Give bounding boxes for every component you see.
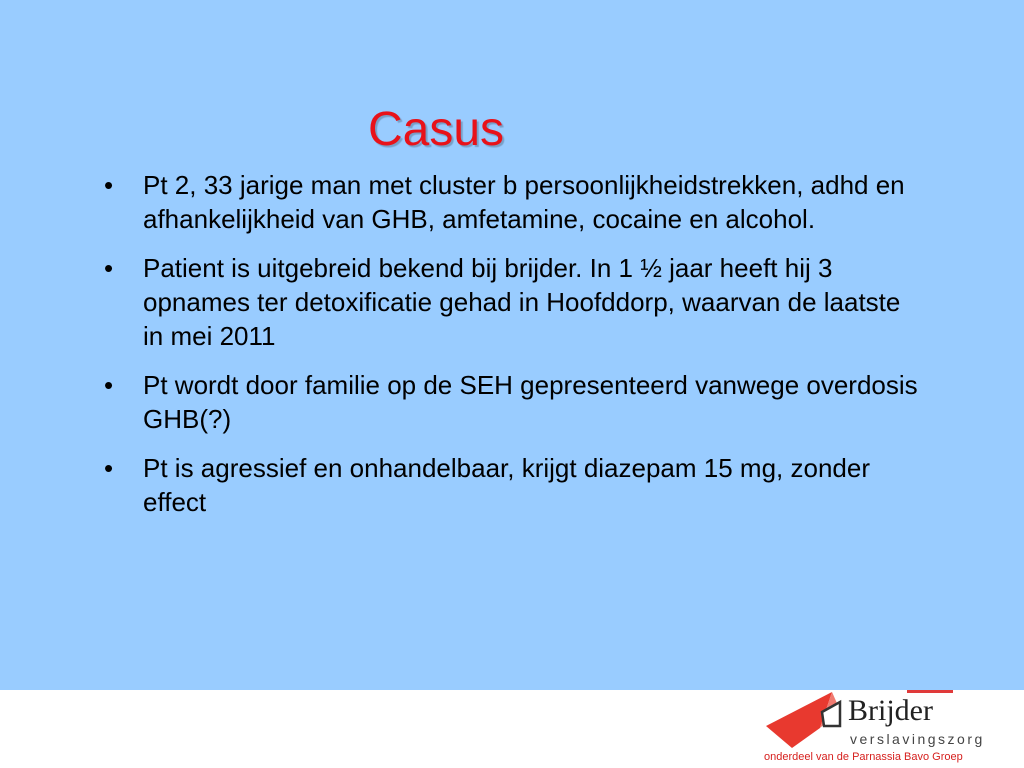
brijder-logo-icon: [762, 688, 848, 750]
bullet-item: • Pt is agressief en onhandelbaar, krijgt diazepam 15 mg, zonder effect: [100, 451, 920, 519]
bullet-list: [100, 168, 920, 534]
bullet-item: • Pt 2, 33 jarige man met cluster b persoonlijkheidstrekken, adhd en afhankelijkheid van GHB, amfetamine, cocaine en alcohol.: [100, 168, 920, 236]
bullet-item: • Patient is uitgebreid bekend bij brijder. In 1 ½ jaar heeft hij 3 opnames ter detoxificatie gehad in Hoofddorp, waarvan de laatste in mei 2011: [100, 251, 920, 353]
logo-accent-bar: [907, 690, 953, 693]
bullet-item: • Pt wordt door familie op de SEH gepresenteerd vanwege overdosis GHB(?): [100, 368, 920, 436]
brijder-logo: [762, 688, 1024, 768]
logo-subtitle: verslavingszorg: [850, 731, 985, 747]
slide-title: Casus: [368, 103, 505, 156]
logo-tagline: onderdeel van de Parnassia Bavo Groep: [764, 751, 963, 763]
logo-brand-name: Brijder: [848, 694, 933, 727]
